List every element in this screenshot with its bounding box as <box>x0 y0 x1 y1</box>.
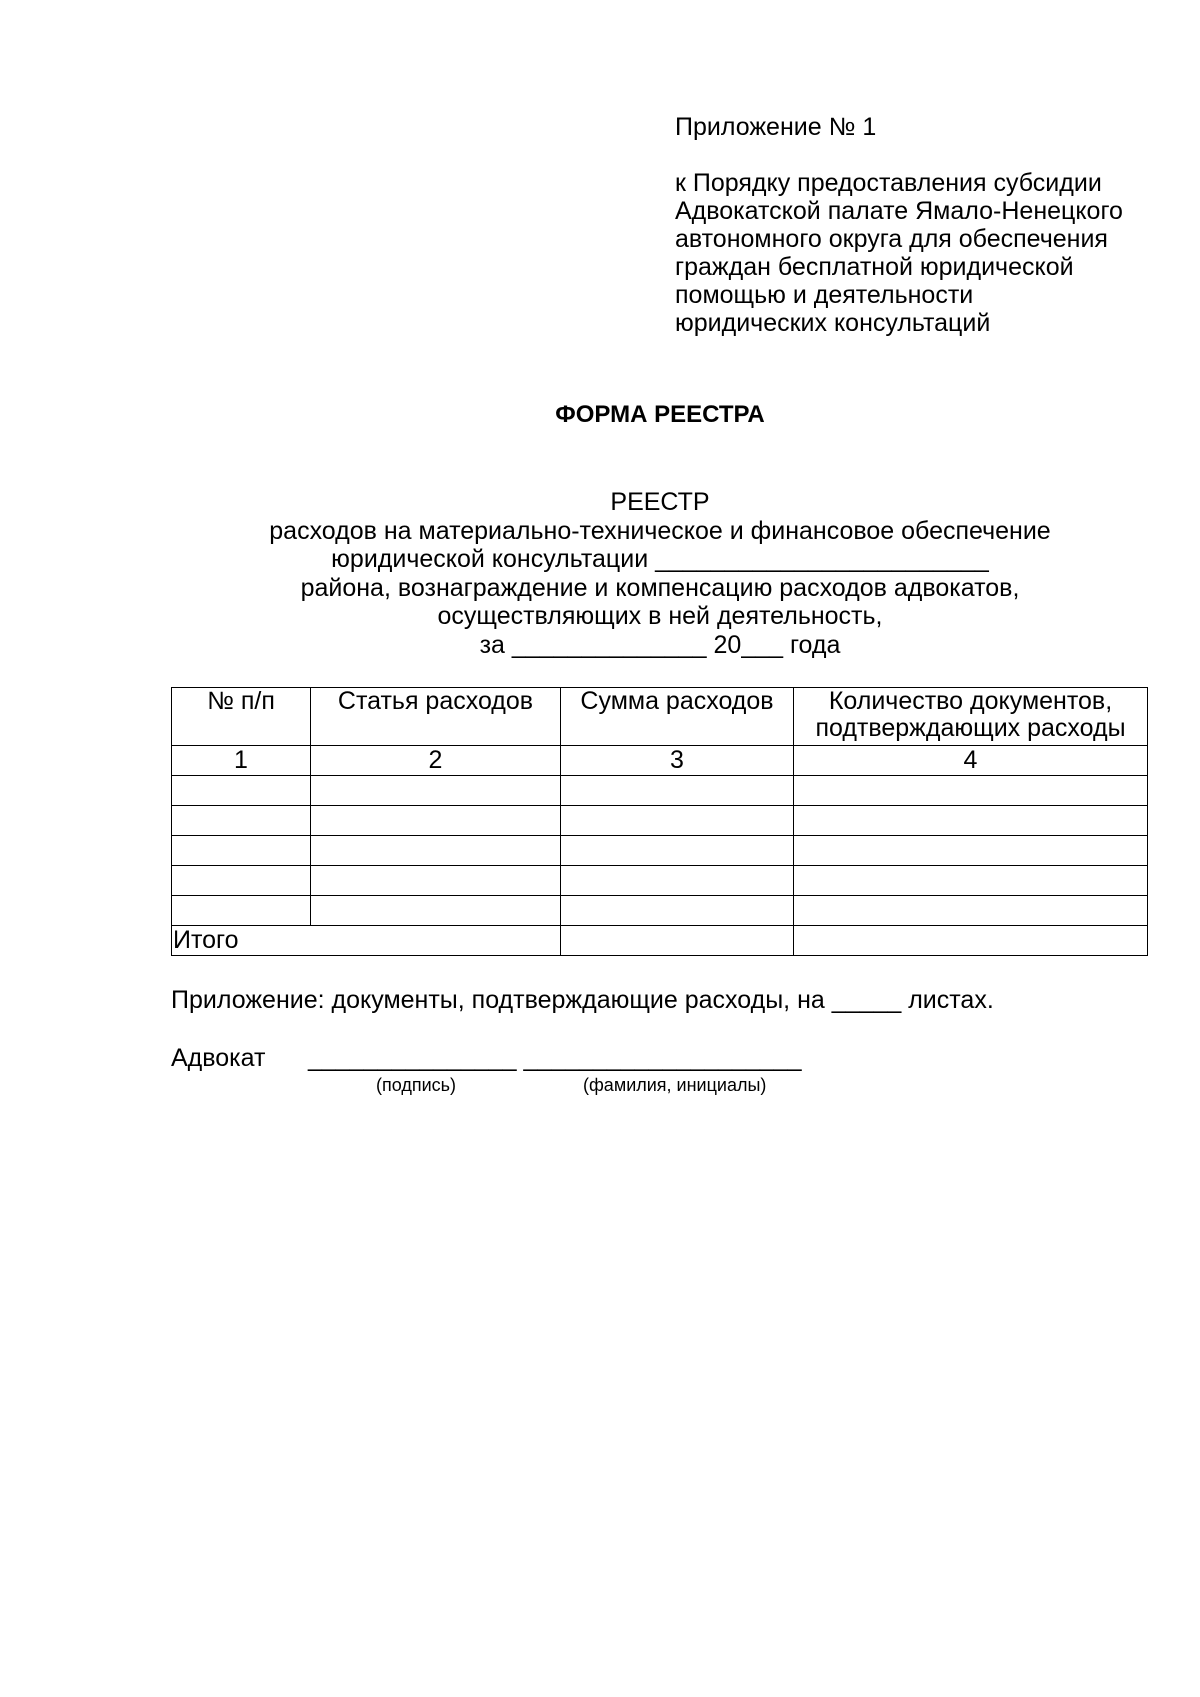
table-cell <box>561 806 794 836</box>
header-number: № п/п <box>172 688 311 746</box>
attachment-note: Приложение: документы, подтверждающие расходы, на _____ листах. <box>171 986 994 1014</box>
table-cell <box>311 866 561 896</box>
table-cell <box>794 836 1148 866</box>
table-cell <box>311 776 561 806</box>
form-title: ФОРМА РЕЕСТРА <box>555 401 765 428</box>
appendix-line: Адвокатской палате Ямало-Ненецкого <box>675 197 1123 225</box>
registry-heading-line: расходов на материально-техническое и финансовое обеспечение <box>269 516 1051 545</box>
table-row <box>172 896 1148 926</box>
table-total-row <box>172 926 1148 956</box>
signature-caption: (подпись) <box>376 1075 457 1095</box>
total-amount-cell <box>561 926 794 956</box>
appendix-block <box>675 113 1175 337</box>
header-expense-item: Статья расходов <box>311 688 561 746</box>
registry-title: РЕЕСТР <box>610 488 710 516</box>
column-number: 1 <box>172 746 311 776</box>
table-cell <box>311 836 561 866</box>
registry-heading-line: за ______________ 20___ года <box>479 630 841 659</box>
table-cell <box>794 896 1148 926</box>
table-cell <box>311 896 561 926</box>
lawyer-label: Адвокат <box>171 1044 266 1072</box>
column-number: 3 <box>561 746 794 776</box>
registry-heading-line: района, вознаграждение и компенсацию расходов адвокатов, <box>300 573 1020 602</box>
table-cell <box>311 806 561 836</box>
table-cell <box>561 836 794 866</box>
table-column-numbers-row <box>172 746 1148 776</box>
column-number: 4 <box>794 746 1148 776</box>
appendix-line: автономного округа для обеспечения <box>675 225 1108 253</box>
table-cell <box>561 776 794 806</box>
column-number: 2 <box>311 746 561 776</box>
table-cell <box>172 896 311 926</box>
appendix-line: к Порядку предоставления субсидии <box>675 169 1102 197</box>
table-cell <box>794 776 1148 806</box>
table-row <box>172 866 1148 896</box>
header-documents-count: Количество документов, подтверждающих расходы <box>794 688 1148 746</box>
total-label: Итого <box>172 926 561 956</box>
registry-heading-line: осуществляющих в ней деятельность, <box>437 602 883 630</box>
table-cell <box>794 806 1148 836</box>
table-cell <box>172 806 311 836</box>
table-row <box>172 836 1148 866</box>
table-cell <box>172 836 311 866</box>
appendix-title: Приложение № 1 <box>675 113 877 141</box>
registry-table <box>171 687 1148 956</box>
appendix-line: граждан бесплатной юридической <box>675 253 1074 281</box>
registry-heading-line: юридической консультации ________________________ <box>331 545 989 573</box>
header-expense-amount: Сумма расходов <box>561 688 794 746</box>
table-cell <box>561 896 794 926</box>
signature-lines: _______________ ____________________ <box>308 1044 802 1072</box>
appendix-line: юридических консультаций <box>675 309 991 337</box>
table-cell <box>172 866 311 896</box>
total-documents-cell <box>794 926 1148 956</box>
table-cell <box>172 776 311 806</box>
table-cell <box>561 866 794 896</box>
table-cell <box>794 866 1148 896</box>
appendix-line: помощью и деятельности <box>675 281 974 309</box>
registry-heading <box>160 488 1160 659</box>
table-header-row <box>172 688 1148 746</box>
table-row <box>172 806 1148 836</box>
table-row <box>172 776 1148 806</box>
fullname-caption: (фамилия, инициалы) <box>583 1075 767 1095</box>
